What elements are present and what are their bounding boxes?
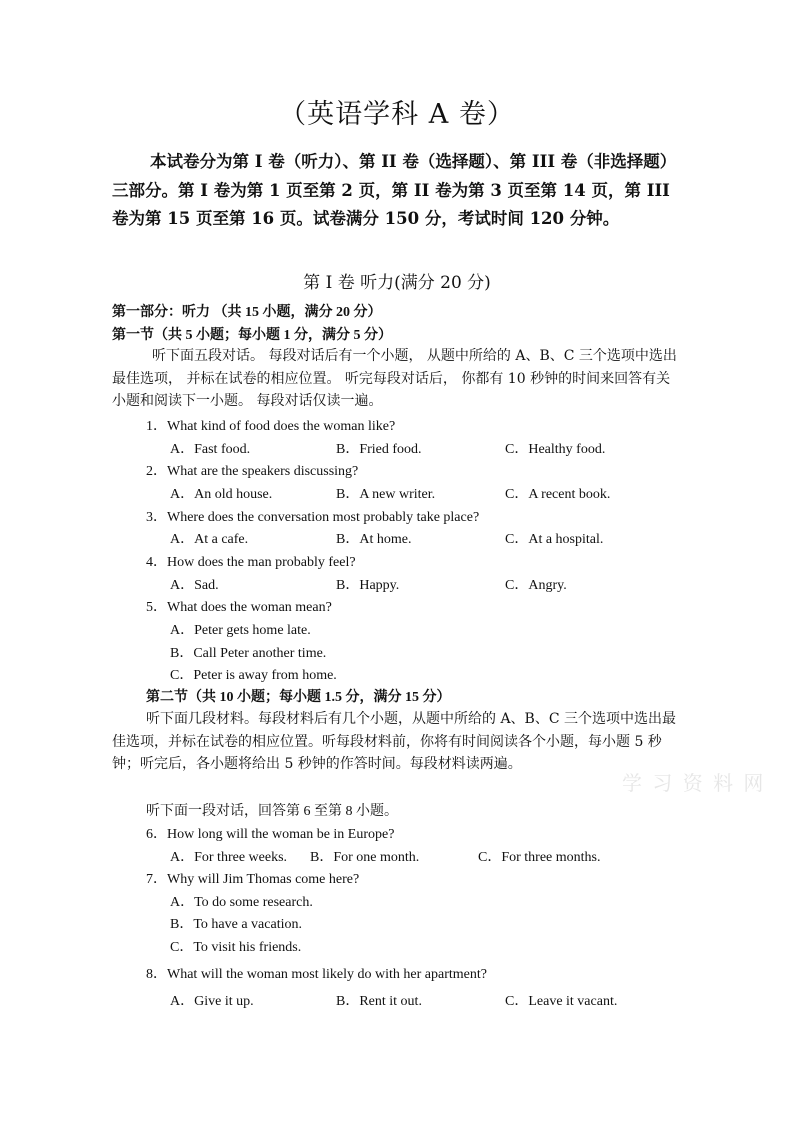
question-7: 7．Why will Jim Thomas come here? bbox=[146, 872, 360, 887]
q3-option-a: A．At a cafe. bbox=[170, 532, 249, 547]
question-5: 5．What does the woman mean? bbox=[146, 600, 332, 615]
page-title: （英语学科 A 卷） bbox=[279, 99, 515, 130]
section-title: 第 I 卷 听力(满分 20 分) bbox=[303, 273, 491, 293]
q8-option-b: B．Rent it out. bbox=[336, 994, 422, 1009]
q4-option-a: A．Sad. bbox=[170, 578, 219, 593]
section2-heading: 第二节（共 10 小题；每小题 1.5 分，满分 15 分） bbox=[146, 690, 451, 705]
question-8: 8．What will the woman most likely do with her apartment? bbox=[146, 967, 487, 982]
question-3: 3．Where does the conversation most probably take place? bbox=[146, 510, 480, 525]
q7-option-c: C．To visit his friends. bbox=[170, 940, 302, 955]
q2-option-c: C．A recent book. bbox=[505, 487, 611, 502]
q1-option-c: C．Healthy food. bbox=[505, 442, 606, 457]
question-4: 4．How does the man probably feel? bbox=[146, 555, 356, 570]
question-2: 2．What are the speakers discussing? bbox=[146, 464, 359, 479]
question-6: 6．How long will the woman be in Europe? bbox=[146, 827, 395, 842]
q3-option-c: C．At a hospital. bbox=[505, 532, 604, 547]
q6-option-b: B．For one month. bbox=[310, 850, 420, 865]
q8-option-a: A．Give it up. bbox=[170, 994, 254, 1009]
q6-option-a: A．For three weeks. bbox=[170, 850, 288, 865]
section1-instructions: 听下面五段对话。 每段对话后有一个小题， 从题中所给的 A、B、C 三个选项中选出最佳选项， 并标在试卷的相应位置。 听完每段对话后， 你都有 10 秒钟的时间来回答有关小题和阅读下一小题。 每段对话仅读一遍。 bbox=[112, 348, 677, 409]
intro-paragraph: 本试卷分为第 I 卷（听力）、第 II 卷（选择题）、第 III 卷（非选择题）三部分。第 I 卷为第 1 页至第 2 页，第 II 卷为第 3 页至第 14 页，第 III 卷为第 15 页至第 16 页。试卷满分 150 分，考试时间 120 分钟。 bbox=[112, 152, 677, 228]
q7-option-b: B．To have a vacation. bbox=[170, 917, 302, 932]
q4-option-b: B．Happy. bbox=[336, 578, 400, 593]
part1-heading: 第一部分：听力 （共 15 小题，满分 20 分） bbox=[112, 305, 382, 320]
q8-option-c: C．Leave it vacant. bbox=[505, 994, 618, 1009]
section1-heading: 第一节（共 5 小题；每小题 1 分，满分 5 分） bbox=[112, 328, 392, 343]
q6-option-c: C．For three months. bbox=[478, 850, 601, 865]
q2-option-b: B．A new writer. bbox=[336, 487, 436, 502]
section2-subinstruction: 听下面一段对话，回答第 6 至第 8 小题。 bbox=[146, 804, 398, 819]
q2-option-a: A．An old house. bbox=[170, 487, 273, 502]
q5-option-b: B．Call Peter another time. bbox=[170, 646, 327, 661]
section2-instructions: 听下面几段材料。每段材料后有几个小题，从题中所给的 A、B、C 三个选项中选出最佳选项，并标在试卷的相应位置。听每段材料前，你将有时间阅读各个小题，每小题 5 秒钟；听完后，各小题将给出 5 秒钟的作答时间。每段材料读两遍。 bbox=[112, 711, 677, 772]
q4-option-c: C．Angry. bbox=[505, 578, 567, 593]
q1-option-a: A．Fast food. bbox=[170, 442, 251, 457]
q7-option-a: A．To do some research. bbox=[170, 895, 313, 910]
watermark: 学 习 资 料 网 bbox=[622, 771, 766, 795]
q5-option-c: C．Peter is away from home. bbox=[170, 668, 337, 683]
q5-option-a: A．Peter gets home late. bbox=[170, 623, 311, 638]
question-1: 1．What kind of food does the woman like? bbox=[146, 419, 396, 434]
q1-option-b: B．Fried food. bbox=[336, 442, 422, 457]
q3-option-b: B．At home. bbox=[336, 532, 412, 547]
